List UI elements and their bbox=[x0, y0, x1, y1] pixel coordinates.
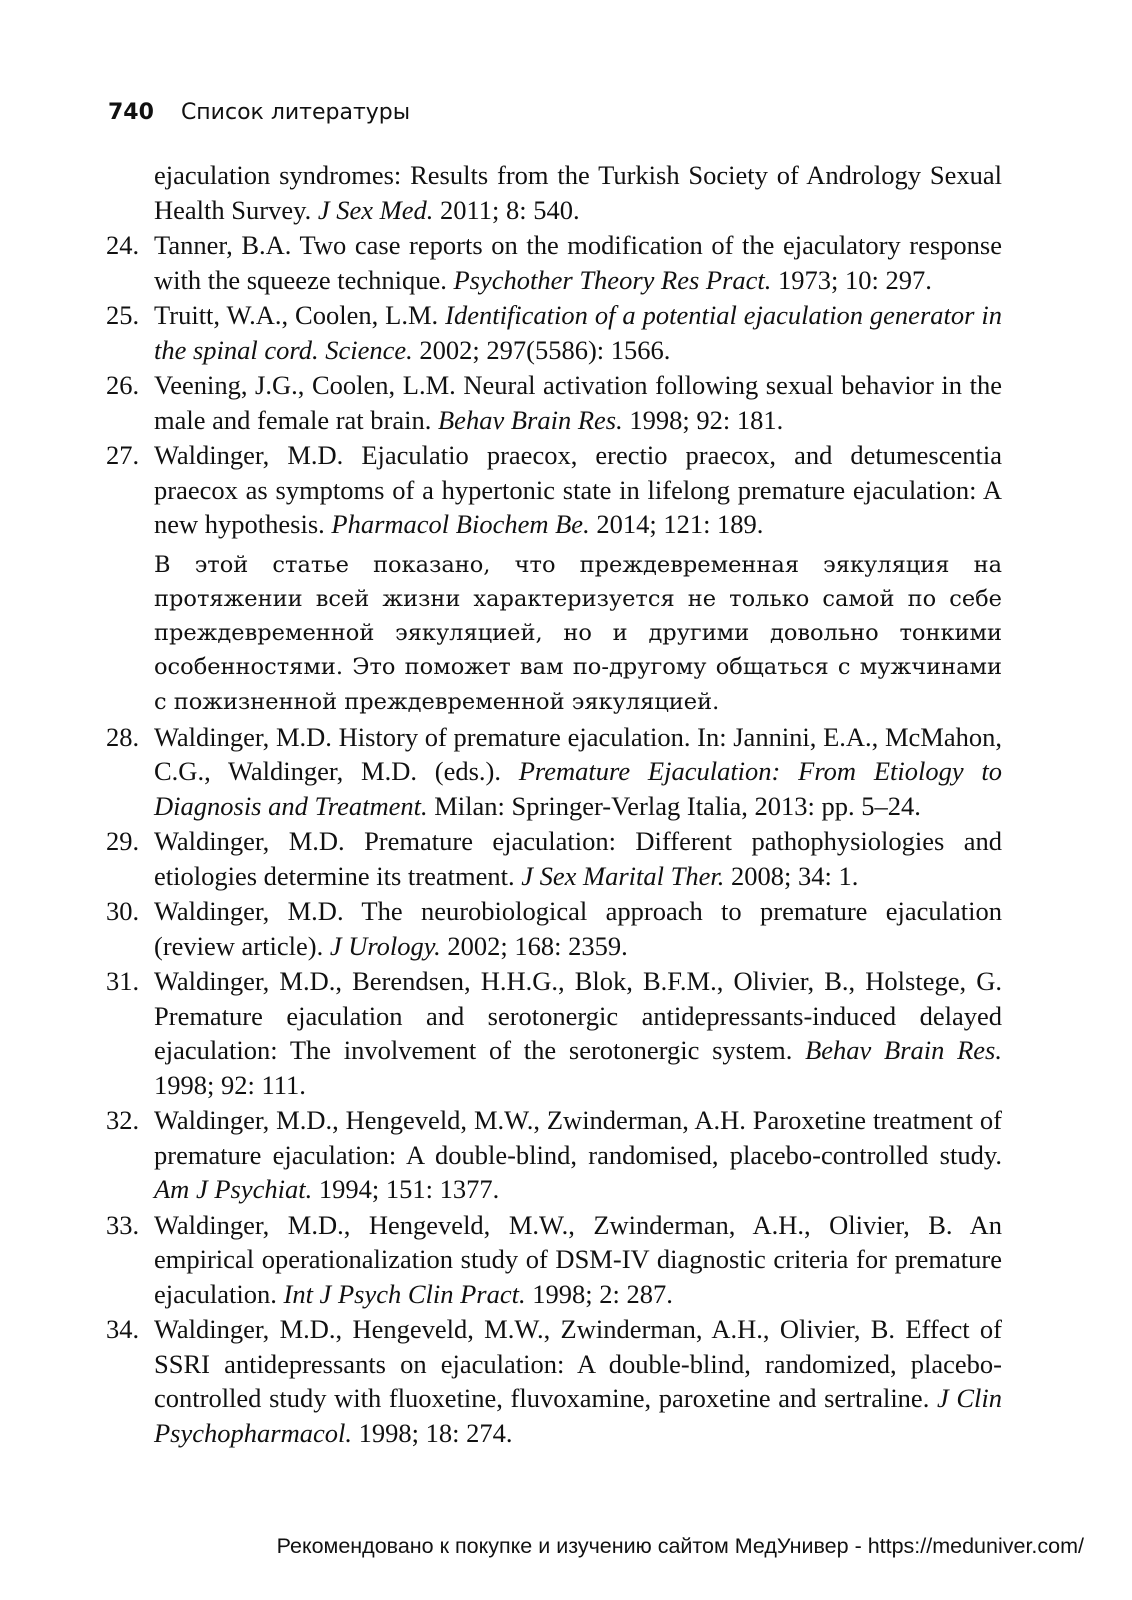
reference-27-annotation: В этой статье показано, что преждевременная эякуляция на протяжении всей жизни характеризуется не только самой по себе преждевременной эякуляцией, но и другими довольно тонкими особенностями. Это поможет вам по-другому общаться с мужчинами с пожизненной преждевременной эякуляцией. bbox=[154, 551, 1002, 715]
journal-title: Psychother Theory Res Pract. bbox=[453, 264, 772, 295]
reference-32 bbox=[106, 1103, 1002, 1207]
reference-number: 33. bbox=[106, 1209, 140, 1240]
journal-title: J Urology. bbox=[329, 930, 441, 961]
journal-title: Behav Brain Res. bbox=[805, 1035, 1002, 1066]
reference-number: 24. bbox=[106, 230, 140, 260]
journal-title: Pharmacol Biochem Be. bbox=[331, 509, 590, 539]
reference-number: 34. bbox=[106, 1314, 140, 1345]
reference-text: Veening, J.G., Coolen, L.M. Neural activation following sexual behavior in the male and female rat brain. Behav Brain Res. 1998; 92: 181. bbox=[154, 370, 1002, 435]
reference-text: Waldinger, M.D. Ejaculatio praecox, erectio praecox, and detumescentia praecox as symptoms of a hypertonic state in lifelong premature ejaculation: A new hypothesis. Pharmacol Biochem Be. 2014; 121: 189. bbox=[154, 440, 1002, 539]
reference-34 bbox=[106, 1312, 1002, 1450]
reference-text: Waldinger, M.D. Premature ejaculation: Different pathophysiologies and etiologies determine its treatment. J Sex Marital Ther. 2008; 34: 1. bbox=[154, 826, 1002, 891]
reference-text: Waldinger, M.D. History of premature ejaculation. In: Jannini, E.A., McMahon, C.G., Waldinger, M.D. (eds.). Premature Ejaculation: From Etiology to Diagnosis and Treatment. Milan: Springer-Verlag Italia, 2013: pp. 5–24. bbox=[154, 721, 1002, 821]
reference-number: 29. bbox=[106, 826, 140, 857]
journal-title: J Sex Med. bbox=[317, 194, 434, 225]
page-header bbox=[108, 100, 410, 125]
reference-25 bbox=[106, 298, 1002, 367]
footer-watermark: Рекомендовано к покупке и изучению сайтом МедУнивер - https://meduniver.com/ bbox=[276, 1534, 1084, 1558]
reference-number: 31. bbox=[106, 966, 140, 997]
reference-number: 32. bbox=[106, 1105, 140, 1136]
reference-27 bbox=[106, 438, 1002, 542]
journal-title: J Clin Psychopharmacol. bbox=[154, 1383, 1002, 1448]
reference-24 bbox=[106, 228, 1002, 297]
journal-title: Am J Psychiat. bbox=[154, 1174, 313, 1205]
reference-text: Waldinger, M.D. The neurobiological approach to premature ejaculation (review article). J Urology. 2002; 168: 2359. bbox=[154, 896, 1002, 961]
reference-30 bbox=[106, 894, 1002, 963]
reference-text: Waldinger, M.D., Hengeveld, M.W., Zwinderman, A.H. Paroxetine treatment of premature ejaculation: A double-blind, randomised, placebo-controlled study. Am J Psychiat. 1994; 151: 1377. bbox=[154, 1105, 1002, 1205]
reference-29 bbox=[106, 824, 1002, 893]
page-title: Список литературы bbox=[180, 100, 411, 125]
reference-text: Truitt, W.A., Coolen, L.M. Identification of a potential ejaculation generator in the spinal cord. Science. 2002; 297(5586): 1566. bbox=[154, 300, 1002, 365]
journal-title: Int J Psych Clin Pract. bbox=[283, 1278, 526, 1309]
journal-title: J Sex Marital Ther. bbox=[521, 860, 725, 891]
reference-list bbox=[106, 158, 1002, 1450]
reference-33 bbox=[106, 1208, 1002, 1312]
reference-number: 25. bbox=[106, 300, 140, 330]
reference-28 bbox=[106, 720, 1002, 824]
reference-text: Waldinger, M.D., Berendsen, H.H.G., Blok, B.F.M., Olivier, B., Holstege, G. Premature ejaculation and serotonergic antidepressants-induced delayed ejaculation: The involvement of the serotonergic system. Behav Brain Res. 1998; 92: 111. bbox=[154, 966, 1002, 1100]
page-number: 740 bbox=[108, 100, 154, 125]
reference-26 bbox=[106, 368, 1002, 437]
reference-number: 27. bbox=[106, 440, 140, 470]
reference-text: Waldinger, M.D., Hengeveld, M.W., Zwinderman, A.H., Olivier, B. Effect of SSRI antidepressants on ejaculation: A double-blind, randomized, placebo-controlled study with fluoxetine, fluvoxamine, paroxetine and sertraline. J Clin Psychopharmacol. 1998; 18: 274. bbox=[154, 1314, 1002, 1448]
reference-text: Waldinger, M.D., Hengeveld, M.W., Zwinderman, A.H., Olivier, B. An empirical operationalization study of DSM-IV diagnostic criteria for premature ejaculation. Int J Psych Clin Pract. 1998; 2: 287. bbox=[154, 1209, 1002, 1309]
reference-number: 30. bbox=[106, 896, 140, 927]
journal-title: Behav Brain Res. bbox=[438, 404, 623, 435]
journal-title: Identification of a potential ejaculation generator in the spinal cord. Science. bbox=[154, 300, 1002, 365]
reference-number: 28. bbox=[106, 721, 140, 752]
journal-title: Premature Ejaculation: From Etiology to Diagnosis and Treatment. bbox=[154, 756, 1002, 821]
reference-31 bbox=[106, 964, 1002, 1102]
reference-continuation: ejaculation syndromes: Results from the Turkish Society of Andrology Sexual Health Survey. J Sex Med. 2011; 8: 540. bbox=[154, 160, 1002, 225]
reference-number: 26. bbox=[106, 370, 140, 400]
reference-text: Tanner, B.A. Two case reports on the modification of the ejaculatory response with the squeeze technique. Psychother Theory Res Pract. 1973; 10: 297. bbox=[154, 230, 1002, 295]
